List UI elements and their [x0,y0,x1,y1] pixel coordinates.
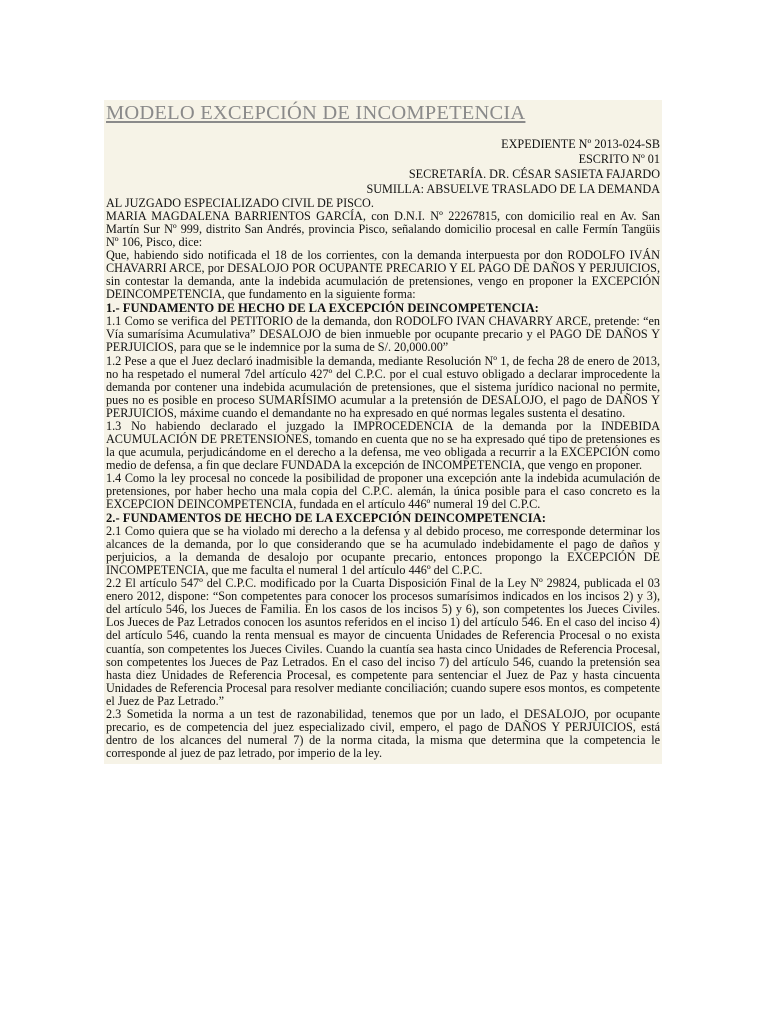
paragraph-1-2: 1.2 Pese a que el Juez declaró inadmisible la demanda, mediante Resolución Nº 1, de fecha 28 de enero de 2013, no ha respetado el numeral 7del artículo 427º del C.P.C. por el cual estuvo obligado a declarar improcedente la demanda por contener una indebida acumulación de pretensiones, que el sistema jurídico nacional no permite, pues no es posible en proceso SUMARÍSIMO acumular a la pretensión de DESALOJO, el pago de DAÑOS Y PERJUICIOS, máxime cuando el demandante no ha expresado en qué normas legales sustenta el desatino. [106,353,660,420]
paragraph-1-1: 1.1 Como se verifica del PETITORIO de la demanda, don RODOLFO IVAN CHAVARRY ARCE, pretende: “en Vía sumarísima Acumulativa” DESALOJO de bien inmueble por ocupante precario y el PAGO DE DAÑOS Y PERJUICIOS, para que se le indemnice por la suma de S/. 20,000.00” [106,314,660,355]
paragraph-2-3: 2.3 Sometida la norma a un test de razonabilidad, tenemos que por un lado, el DESALOJO, por ocupante precario, es de competencia del juez especializado civil, empero, el pago de DAÑOS Y PERJUICIOS, está dentro de los alcances del numeral 7) de la norma citada, la misma que determina que la competencia le corresponde al juez de paz letrado, por imperio de la ley. [106,706,660,760]
section-heading-2: 2.- FUNDAMENTOS DE HECHO DE LA EXCEPCIÓN DEINCOMPETENCIA: [106,511,546,526]
paragraph-1-4: 1.4 Como la ley procesal no concede la posibilidad de proponer una excepción ante la indebida acumulación de pretensiones, por haber hecho una mala copia del C.P.C. alemán, la única posible para el caso concreto es la EXCEPCION DEINCOMPETENCIA, fundada en el artículo 446º numeral 19 del C.P.C. [106,470,660,512]
header-expediente: EXPEDIENTE Nº 2013-024-SB [501,137,660,151]
header-secretaria: SECRETARÍA. DR. CÉSAR SASIETA FAJARDO [408,167,660,181]
document-title: MODELO EXCEPCIÓN DE INCOMPETENCIA [106,102,526,124]
que-paragraph: Que, habiendo sido notificada el 18 de los corrientes, con la demanda interpuesta por don RODOLFO IVÁN CHAVARRI ARCE, por DESALOJO POR OCUPANTE PRECARIO Y EL PAGO DE DAÑOS Y PERJUICIOS, sin contestar la demanda, ante la indebida acumulación de pretensiones, vengo en proponer la EXCEPCIÓN DEINCOMPETENCIA, que fundamento en la siguiente forma: [106,248,660,302]
document-page [104,100,662,764]
section-heading-1: 1.- FUNDAMENTO DE HECHO DE LA EXCEPCIÓN DEINCOMPETENCIA: [106,301,539,316]
intro-paragraph: MARIA MAGDALENA BARRIENTOS GARCÍA, con D.N.I. Nº 22267815, con domicilio real en Av. San Martín Sur Nº 999, distrito San Andrés, provincia Pisco, señalando domicilio procesal en calle Fermín Tangüis Nº 106, Pisco, dice: [106,209,660,250]
paragraph-2-1: 2.1 Como quiera que se ha violado mi derecho a la defensa y al debido proceso, me corresponde determinar los alcances de la demanda, por lo que considerando que se ha acumulado indebidamente el pago de daños y perjuicios, a la demanda de desalojo por ocupante precario, entonces propongo la EXCEPCIÓN DE INCOMPETENCIA, que me faculta el numeral 1 del artículo 446º del C.P.C. [106,524,660,578]
paragraph-2-2: 2.2 El artículo 547º del C.P.C. modificado por la Cuarta Disposición Final de la Ley Nº 29824, publicada el 03 enero 2012, dispone: “Son competentes para conocer los procesos sumarísimos indicados en los incisos 2) y 3), del artículo 546, los Jueces de Familia. En los casos de los incisos 5) y 6), son competentes los Jueces Civiles. Los Jueces de Paz Letrados conocen los asuntos referidos en el inciso 1) del artículo 546. En el caso del inciso 4) del artículo 546, cuando la renta mensual es mayor de cincuenta Unidades de Referencia Procesal o no exista cuantía, son competentes los Jueces Civiles. Cuando la cuantía sea hasta cinco Unidades de Referencia Procesal, son competentes los Jueces de Paz Letrados. En el caso del inciso 7) del artículo 546, cuando la pretensión sea hasta diez Unidades de Referencia Procesal, es competente para sentenciar el Juez de Paz y hasta cincuenta Unidades de Referencia Procesal para resolver mediante conciliación; cuando supere esos montos, es competente el Juez de Paz Letrado.” [106,576,660,708]
header-escrito: ESCRITO Nº 01 [578,152,660,166]
paragraph-1-3: 1.3 No habiendo declarado el juzgado la IMPROCEDENCIA de la demanda por la INDEBIDA ACUMULACIÓN DE PRETENSIONES, tomando en cuenta que no se ha expresado qué tipo de pretensiones es la que acumula, perjudicándome en el derecho a la defensa, me veo obligada a recurrir a la EXCEPCIÓN como medio de defensa, a fin que declare FUNDADA la excepción de INCOMPETENCIA, que vengo en proponer. [106,418,660,472]
header-sumilla: SUMILLA: ABSUELVE TRASLADO DE LA DEMANDA [366,182,660,196]
addressee: AL JUZGADO ESPECIALIZADO CIVIL DE PISCO. [106,196,374,210]
